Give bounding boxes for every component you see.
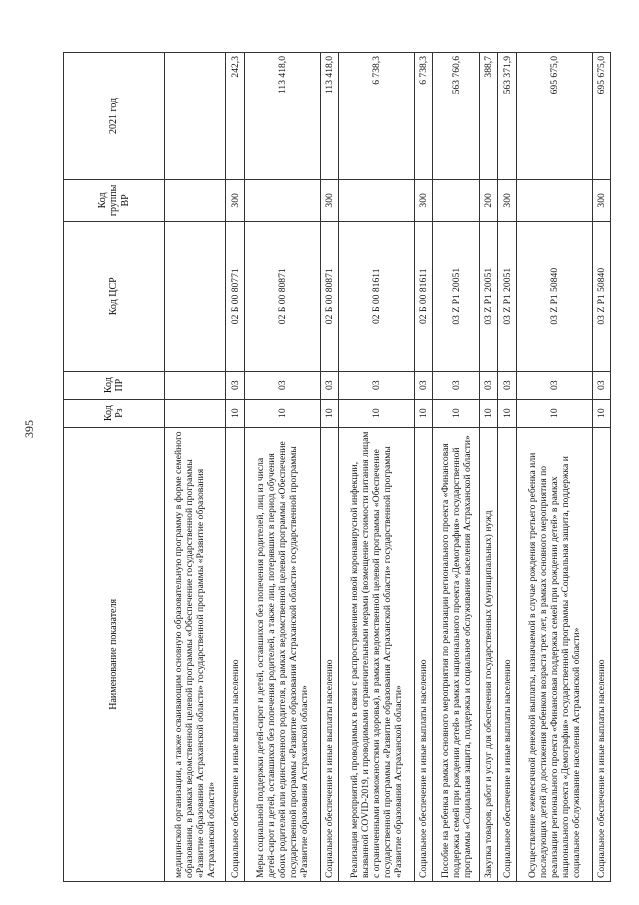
row-amount: 6 738,3: [414, 53, 432, 180]
row-csr: 02 Б 00 80771: [226, 221, 244, 371]
table-row: [244, 53, 320, 882]
row-rz: 10: [592, 399, 610, 427]
row-name: Реализация мероприятий, проводимых в связи с распространением новой коронавирусной инфекции, вызванной COVID-2019, и проводимыми ограничительными мерами (возмещение стоимости питания лицам с ограниченными возможностями здоровья), в рамках ведомственной целевой программы «Обеспечение государственной программы «Развитие образования Астраханской области» государственной программы «Развитие образования Астраханской области»: [338, 427, 414, 881]
row-amount: 6 738,3: [338, 53, 414, 180]
table-row: [320, 53, 338, 882]
table-row: [592, 53, 610, 882]
header-year: 2021 год: [64, 53, 165, 180]
table-row: [433, 53, 480, 882]
row-amount: 388,7: [480, 53, 498, 180]
row-rz: 10: [338, 399, 414, 427]
row-csr: 03 Z P1 50840: [516, 221, 592, 371]
row-pr: 03: [338, 371, 414, 399]
row-vr: [165, 179, 226, 221]
row-vr: [516, 179, 592, 221]
header-pr: Код ПР: [64, 371, 165, 399]
table-row: [338, 53, 414, 882]
row-pr: 03: [226, 371, 244, 399]
row-vr: [244, 179, 320, 221]
row-pr: 03: [516, 371, 592, 399]
row-name: Социальное обеспечение и иные выплаты населению: [320, 427, 338, 881]
row-vr: 300: [320, 179, 338, 221]
row-rz: 10: [433, 399, 480, 427]
row-name: Социальное обеспечение и иные выплаты населению: [414, 427, 432, 881]
row-amount: 695 675,0: [592, 53, 610, 180]
row-rz: 10: [320, 399, 338, 427]
row-amount: 242,3: [226, 53, 244, 180]
row-pr: 03: [433, 371, 480, 399]
row-amount: [165, 53, 226, 180]
row-csr: 02 Б 00 80871: [320, 221, 338, 371]
row-amount: 563 760,6: [433, 53, 480, 180]
row-pr: [165, 371, 226, 399]
row-rz: 10: [244, 399, 320, 427]
row-amount: 113 418,0: [244, 53, 320, 180]
table-row: [165, 53, 226, 882]
page-number: 395: [22, 420, 36, 438]
row-csr: 02 Б 00 81611: [414, 221, 432, 371]
row-name: Пособие на ребенка в рамках основного мероприятия по реализации регионального проекта «Финансовая поддержка семей при рождении детей» в рамках национального проекта «Демография» государственной программы «Социальная защита, поддержка и социальное обслуживание населения Астраханской области»: [433, 427, 480, 881]
row-pr: 03: [320, 371, 338, 399]
row-vr: 300: [592, 179, 610, 221]
row-csr: [165, 221, 226, 371]
row-vr: 300: [498, 179, 516, 221]
row-amount: 113 418,0: [320, 53, 338, 180]
row-rz: 10: [516, 399, 592, 427]
row-name: Осуществление ежемесячной денежной выплаты, назначаемой в случае рождения третьего ребенка или последующих детей до достижения ребенком возраста трех лет, в рамках основного мероприятия по реализации регионального проекта «Финансовая поддержка семей при рождении детей» в рамках национального проекта «Демография» государственной программы «Социальная защита, поддержка и социальное обслуживание населения Астраханской области»: [516, 427, 592, 881]
row-vr: 200: [480, 179, 498, 221]
rotated-table-container: [63, 52, 611, 882]
row-rz: 10: [414, 399, 432, 427]
row-csr: 03 Z P1 20051: [433, 221, 480, 371]
row-rz: 10: [226, 399, 244, 427]
row-name: Социальное обеспечение и иные выплаты населению: [498, 427, 516, 881]
row-vr: 300: [414, 179, 432, 221]
row-amount: 695 675,0: [516, 53, 592, 180]
row-name: Социальное обеспечение и иные выплаты населению: [592, 427, 610, 881]
row-pr: 03: [498, 371, 516, 399]
table-row: [414, 53, 432, 882]
row-csr: 02 Б 00 81611: [338, 221, 414, 371]
row-csr: 03 Z P1 50840: [592, 221, 610, 371]
row-csr: 03 Z P1 20051: [480, 221, 498, 371]
header-name: Наименование показателя: [64, 427, 165, 881]
row-name: Социальное обеспечение и иные выплаты населению: [226, 427, 244, 881]
budget-table: [63, 52, 611, 882]
row-rz: [165, 399, 226, 427]
table-row: [498, 53, 516, 882]
table-row: [226, 53, 244, 882]
header-vr: Код группы ВР: [64, 179, 165, 221]
table-row: [480, 53, 498, 882]
row-vr: 300: [226, 179, 244, 221]
header-rz: Код Рз: [64, 399, 165, 427]
row-pr: 03: [592, 371, 610, 399]
table-row: [516, 53, 592, 882]
row-pr: 03: [414, 371, 432, 399]
row-vr: [433, 179, 480, 221]
row-rz: 10: [480, 399, 498, 427]
row-csr: 02 Б 00 80871: [244, 221, 320, 371]
row-vr: [338, 179, 414, 221]
table-header-row: [64, 53, 165, 882]
row-name: Меры социальной поддержки детей-сирот и детей, оставшихся без попечения родителей, лиц из числа детей-сирот и детей, оставшихся без попечения родителей, а также лиц, потерявших в период обучения обоих родителей или единственного родителя, в рамках ведомственной целевой программы «Обеспечение государственной программы «Развитие образования Астраханской области» государственной программы «Развитие образования Астраханской области»: [244, 427, 320, 881]
row-name: медицинской организации, а также осваивающим основную образовательную программу в форме семейного образования, в рамках ведомственной целевой программы «Обеспечение государственной программы «Развитие образования Астраханской области» государственной программы «Развитие образования Астраханской области»: [165, 427, 226, 881]
row-rz: 10: [498, 399, 516, 427]
row-name: Закупка товаров, работ и услуг для обеспечения государственных (муниципальных) нужд: [480, 427, 498, 881]
row-pr: 03: [244, 371, 320, 399]
row-amount: 563 371,9: [498, 53, 516, 180]
row-csr: 03 Z P1 20051: [498, 221, 516, 371]
header-csr: Код ЦСР: [64, 221, 165, 371]
row-pr: 03: [480, 371, 498, 399]
